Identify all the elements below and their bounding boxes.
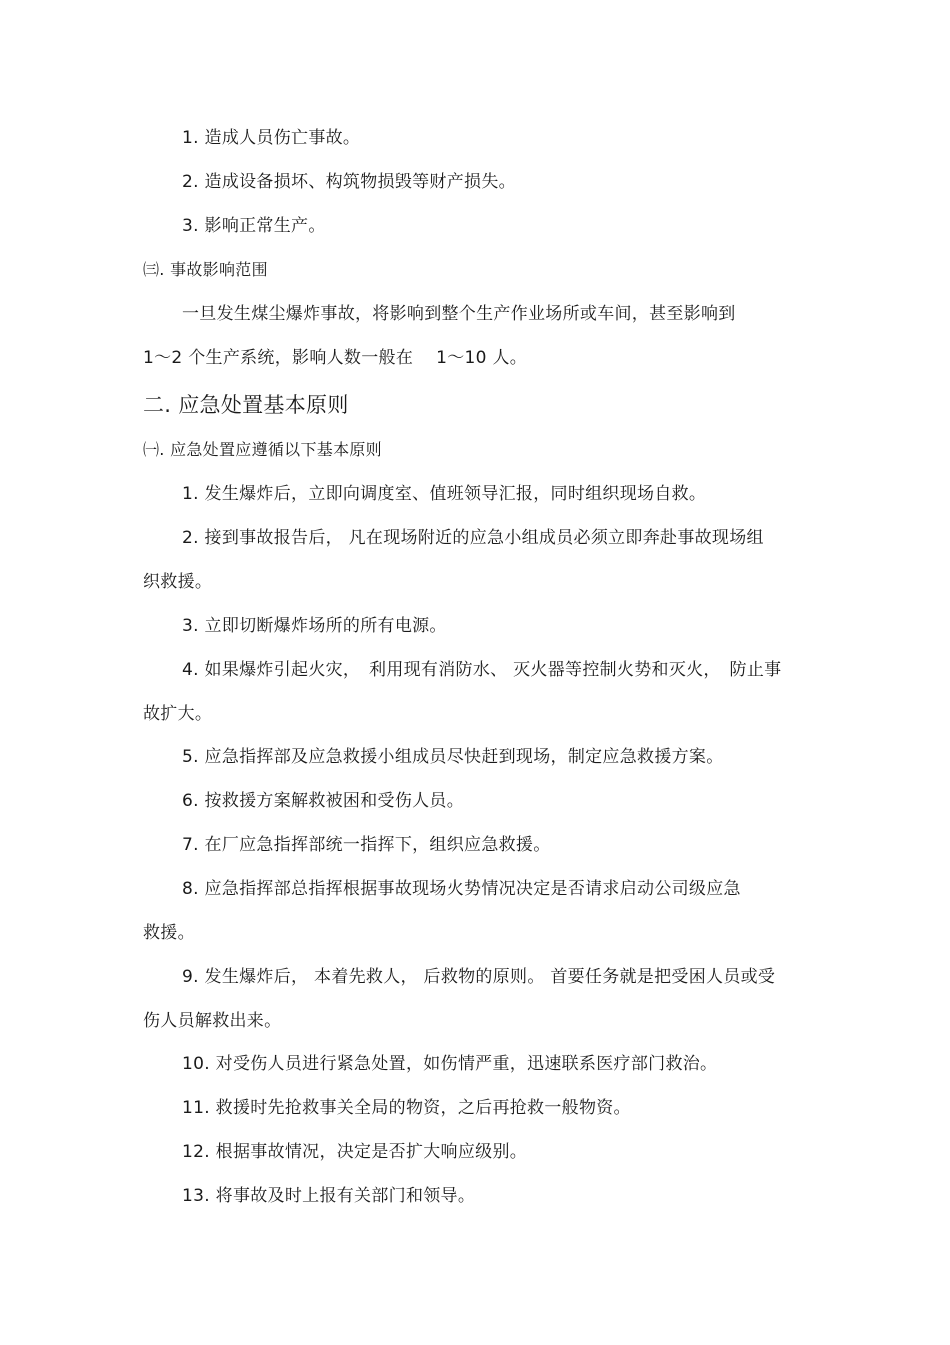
principle-item-12: 12. 根据事故情况，决定是否扩大响应级别。: [182, 1142, 528, 1162]
principle-item-10: 10. 对受伤人员进行紧急处置，如伤情严重，迅速联系医疗部门救治。: [182, 1054, 718, 1074]
principle-item-4-line-1: 4. 如果爆炸引起火灾， 利用现有消防水、 灭火器等控制火势和灭火， 防止事: [182, 660, 782, 680]
principle-item-9-line-2: 伤人员解救出来。: [143, 1011, 282, 1031]
principle-item-2-line-2: 织救援。: [143, 572, 213, 592]
principle-item-13: 13. 将事故及时上报有关部门和领导。: [182, 1186, 476, 1206]
principle-item-9-line-1: 9. 发生爆炸后， 本着先救人， 后救物的原则。 首要任务就是把受困人员或受: [182, 967, 776, 987]
list-item-property-loss: 2. 造成设备损坏、构筑物损毁等财产损失。: [182, 172, 516, 192]
paragraph-impact-line-1: 一旦发生煤尘爆炸事故，将影响到整个生产作业场所或车间，甚至影响到: [182, 304, 736, 324]
principle-item-3: 3. 立即切断爆炸场所的所有电源。: [182, 616, 447, 636]
principle-item-5: 5. 应急指挥部及应急救援小组成员尽快赶到现场，制定应急救援方案。: [182, 747, 724, 767]
principle-item-6: 6. 按救援方案解救被困和受伤人员。: [182, 791, 465, 811]
section-heading-impact-scope: ㈢. 事故影响范围: [143, 260, 268, 279]
section-heading-principles: 二. 应急处置基本原则: [143, 393, 349, 417]
list-item-production: 3. 影响正常生产。: [182, 216, 326, 236]
principle-item-8-line-2: 救援。: [143, 923, 195, 943]
principle-item-11: 11. 救援时先抢救事关全局的物资，之后再抢救一般物资。: [182, 1098, 631, 1118]
list-item-casualties: 1. 造成人员伤亡事故。: [182, 128, 361, 148]
principle-item-8-line-1: 8. 应急指挥部总指挥根据事故现场火势情况决定是否请求启动公司级应急: [182, 879, 741, 899]
paragraph-impact-line-2: 1～2 个生产系统，影响人数一般在 1～10 人。: [143, 348, 528, 368]
principle-item-2-line-1: 2. 接到事故报告后， 凡在现场附近的应急小组成员必须立即奔赴事故现场组: [182, 528, 764, 548]
principle-item-7: 7. 在厂应急指挥部统一指挥下，组织应急救援。: [182, 835, 551, 855]
principle-item-1: 1. 发生爆炸后，立即向调度室、值班领导汇报，同时组织现场自救。: [182, 484, 707, 504]
principle-item-4-line-2: 故扩大。: [143, 704, 213, 724]
subsection-heading-principles: ㈠. 应急处置应遵循以下基本原则: [143, 440, 382, 459]
